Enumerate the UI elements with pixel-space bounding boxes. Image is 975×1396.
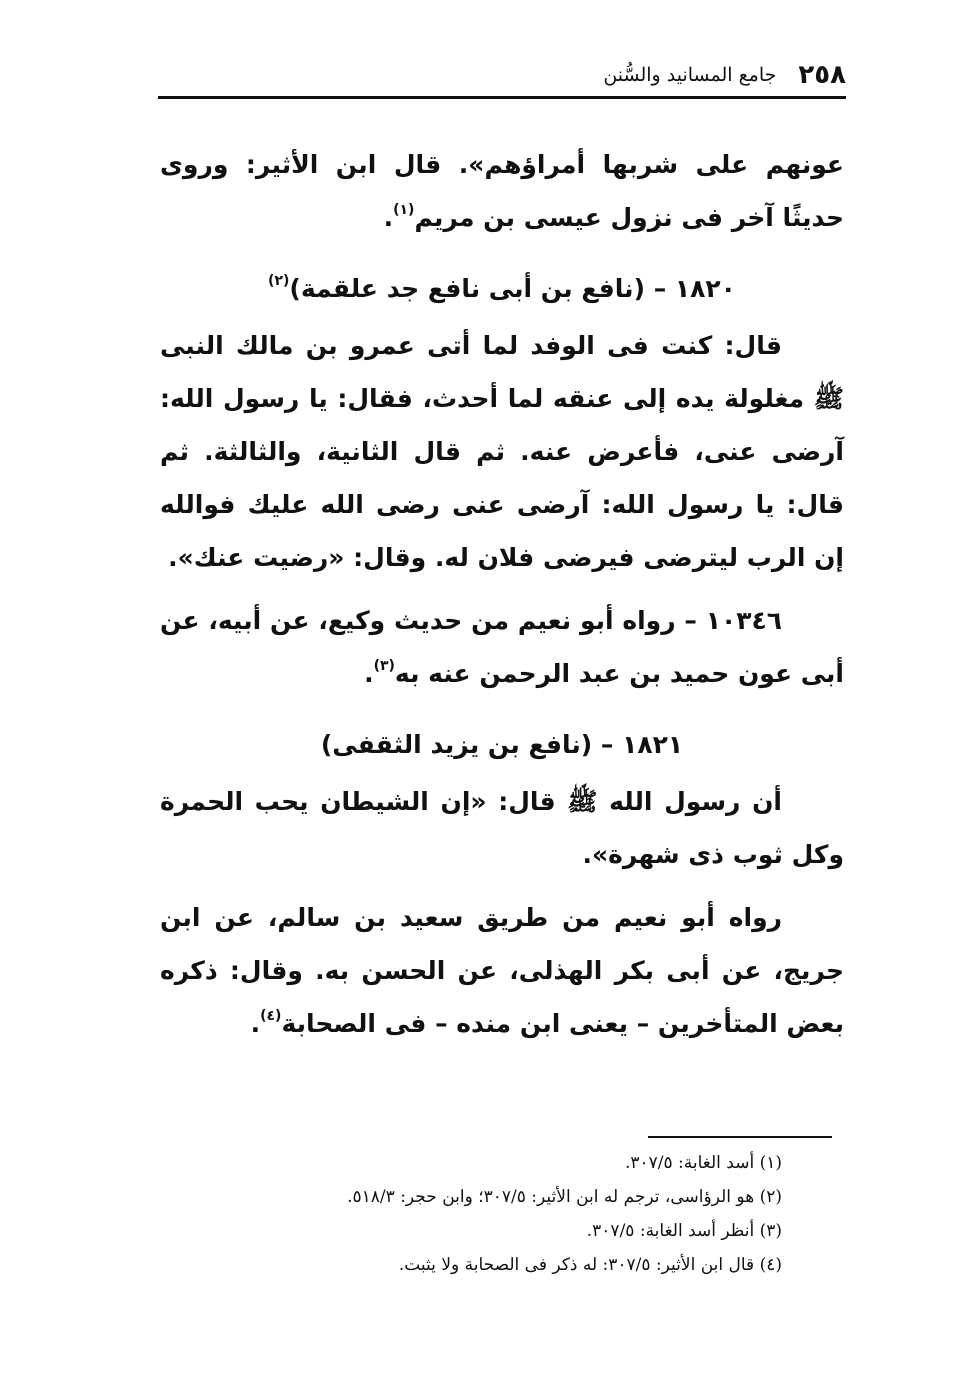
footnote: (٤) قال ابن الأثير: ٣٠٧/٥: له ذكر فى الصحابة ولا يثبت. [398, 1255, 782, 1275]
paragraph-text: ١٠٣٤٦ – رواه أبو نعيم من حديث وكيع، عن أبيه، عن أبى عون حميد بن عبد الرحمن عنه به [160, 606, 844, 688]
paragraph-end: . [383, 203, 394, 232]
paragraph [160, 891, 844, 1050]
footnote-ref: (٢) [268, 273, 290, 289]
footnote-rule [648, 1136, 832, 1138]
footnote: (٣) أنظر أسد الغابة: ٣٠٧/٥. [586, 1221, 782, 1241]
paragraph-end: . [250, 1009, 261, 1038]
footnote: (١) أسد الغابة: ٣٠٧/٥. [624, 1153, 782, 1173]
paragraph-text: رواه أبو نعيم من طريق سعيد بن سالم، عن ابن جريج، عن أبى بكر الهذلى، عن الحسن به. وقال: ذكره بعض المتأخرين – يعنى ابن منده – فى الصحابة [160, 903, 844, 1038]
entry-heading [160, 262, 844, 315]
paragraph-end: . [364, 659, 374, 688]
page-number: ٢٥٨ [798, 60, 846, 90]
entry-heading: ١٨٢١ – (نافع بن يزيد الثقفى) [320, 730, 684, 759]
paragraph [160, 138, 844, 244]
footnote: (٢) هو الرؤاسى، ترجم له ابن الأثير: ٣٠٧/٥؛ وابن حجر: ٥١٨/٣. [347, 1187, 782, 1207]
header-rule [158, 96, 846, 99]
paragraph-text: عونهم على شربها أمراؤهم». قال ابن الأثير: وروى حديثًا آخر فى نزول عيسى بن مريم [160, 150, 844, 232]
footnote-ref: (٤) [260, 1008, 282, 1024]
main-text [160, 138, 844, 1050]
paragraph: أن رسول الله ﷺ قال: «إن الشيطان يحب الحمرة وكل ثوب ذى شهرة». [160, 787, 844, 869]
paragraph [160, 594, 844, 700]
heading-text: ١٨٢٠ – (نافع بن أبى نافع جد علقمة) [289, 274, 736, 303]
footnotes [160, 1146, 782, 1282]
page-header [160, 52, 846, 92]
paragraph: قال: كنت فى الوفد لما أتى عمرو بن مالك النبى ﷺ مغلولة يده إلى عنقه لما أحدث، فقال: يا رسول الله: آرضى عنى، فأعرض عنه. ثم قال الثانية، والثالثة. ثم قال: يا رسول الله: آرضى عنى رضى الله عليك فوالله إن الرب ليترضى فيرضى فلان له. وقال: «رضيت عنك». [160, 331, 844, 572]
footnote-ref: (١) [393, 202, 415, 218]
running-title: جامع المسانيد والسُّنن [603, 64, 777, 86]
footnote-ref: (٣) [373, 658, 395, 674]
